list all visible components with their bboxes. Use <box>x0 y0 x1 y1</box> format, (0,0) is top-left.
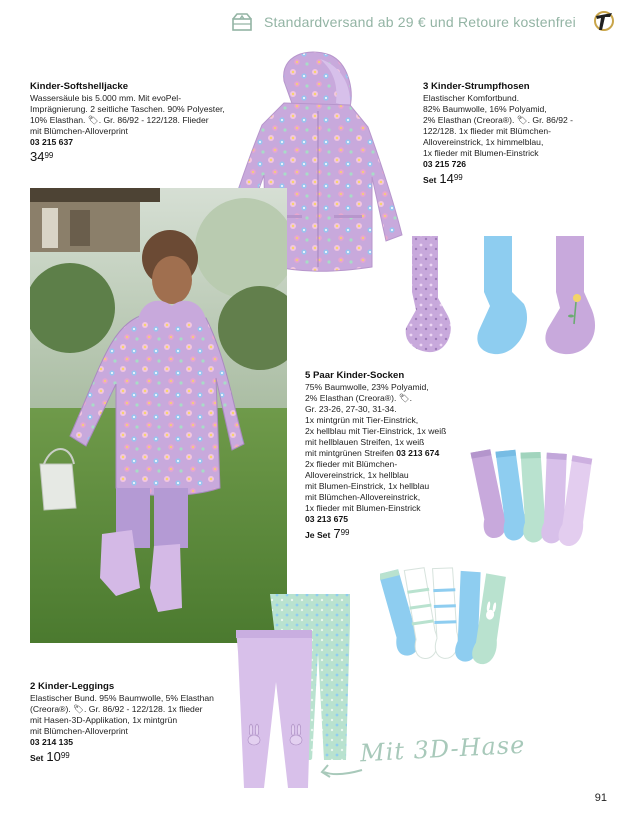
tights-lilac-flower <box>406 236 451 352</box>
price <box>30 751 260 764</box>
handwritten-note: Mit 3D-Hase <box>359 730 526 768</box>
delivery-box-icon <box>230 12 254 32</box>
price-cents: 99 <box>453 173 463 182</box>
desc-line: 1x flieder mit Blumen-Einstrick <box>305 503 421 513</box>
price-label: Set <box>30 753 44 763</box>
product-leggings-info <box>30 681 260 764</box>
desc-line: mit mintgrünen Streifen <box>305 448 394 458</box>
desc-line: 1x flieder mit Blumen-Einstrick <box>423 148 539 158</box>
price-cents: 99 <box>340 528 350 537</box>
desc-line: mit Hasen-3D-Applikation, 1x mintgrün <box>30 715 178 725</box>
page-number: 91 <box>594 792 607 804</box>
tights-skyblue <box>477 236 527 354</box>
child-photo <box>30 188 287 643</box>
shipping-banner <box>230 8 576 36</box>
desc-line: 75% Baumwolle, 23% Polyamid, <box>305 382 429 392</box>
desc-line: 122/128. 1x flieder mit Blümchen- <box>423 126 552 136</box>
price-main: 34 <box>30 149 45 164</box>
desc-line: 2x hellblau mit Tier-Einstrick, 1x weiß <box>305 426 447 436</box>
desc-line: Elastischer Komfortbund. <box>423 93 520 103</box>
desc-line: 2% Elasthan (Creora®). 🏷. Gr. 86/92 - <box>423 115 574 125</box>
arrow-icon <box>318 752 364 782</box>
desc-line: 1x mintgrün mit Tier-Einstrick, <box>305 415 419 425</box>
desc-line: Elastischer Bund. 95% Baumwolle, 5% Elasthan <box>30 693 214 703</box>
desc-line: 82% Baumwolle, 16% Polyamid, <box>423 104 547 114</box>
shipping-banner-text: Standardversand ab 29 € und Retoure kostenfrei <box>264 14 576 30</box>
desc-line: 2% Elasthan (Creora®). 🏷. <box>305 393 413 403</box>
desc-line-with-code <box>305 448 485 459</box>
product-tights-info <box>423 81 603 186</box>
desc-line: Gr. 23-26, 27-30, 31-34. <box>305 404 397 414</box>
socks-set-animal-image <box>380 560 520 670</box>
product-title: 5 Paar Kinder-Socken <box>305 370 405 381</box>
price-main: 7 <box>333 526 341 541</box>
desc-line: mit hellblauen Streifen, 1x weiß <box>305 437 425 447</box>
price-main: 14 <box>439 171 454 186</box>
desc-line: 2x flieder mit Blümchen- <box>305 459 398 469</box>
product-title: 2 Kinder-Leggings <box>30 681 115 692</box>
desc-line: Allovereinstrick, 1x hellblau <box>305 470 409 480</box>
article-number: 03 213 674 <box>396 448 440 458</box>
desc-line: (Creora®). 🏷. Gr. 86/92 - 122/128. 1x flieder <box>30 704 203 714</box>
price-main: 10 <box>46 749 61 764</box>
desc-line: Imprägnierung. 2 seitliche Taschen. 90% Polyester, <box>30 104 225 114</box>
desc-line: mit Blümchen-Alloverprint <box>30 126 128 136</box>
price-cents: 99 <box>60 751 70 760</box>
product-socks-info <box>305 370 485 541</box>
bunny-applique-icon <box>248 724 302 745</box>
price-label: Je Set <box>305 530 331 540</box>
article-number: 03 214 135 <box>30 737 74 747</box>
desc-line: Allovereinstrick, 1x himmelblau, <box>423 137 544 147</box>
desc-line: 10% Elasthan. 🏷. Gr. 86/92 - 122/128. Flieder <box>30 115 209 125</box>
article-number: 03 215 726 <box>423 159 467 169</box>
desc-line: mit Blumen-Einstrick, 1x hellblau <box>305 481 430 491</box>
socks-set-flower-image <box>470 444 605 556</box>
price-cents: 99 <box>44 151 54 160</box>
tights-lilac-blumen <box>545 236 595 354</box>
article-number: 03 215 637 <box>30 137 74 147</box>
article-number: 03 213 675 <box>305 514 349 524</box>
product-title: 3 Kinder-Strumpfhosen <box>423 81 530 92</box>
tchibo-logo-icon <box>592 8 616 34</box>
price <box>423 173 603 186</box>
desc-line: mit Blümchen-Allovereinstrick, <box>305 492 421 502</box>
desc-line: mit Blümchen-Alloverprint <box>30 726 128 736</box>
tights-image <box>398 232 603 362</box>
price-label: Set <box>423 175 437 185</box>
desc-line: Wassersäule bis 5.000 mm. Mit evoPel- <box>30 93 182 103</box>
product-title: Kinder-Softshelljacke <box>30 81 129 92</box>
price <box>305 528 485 541</box>
